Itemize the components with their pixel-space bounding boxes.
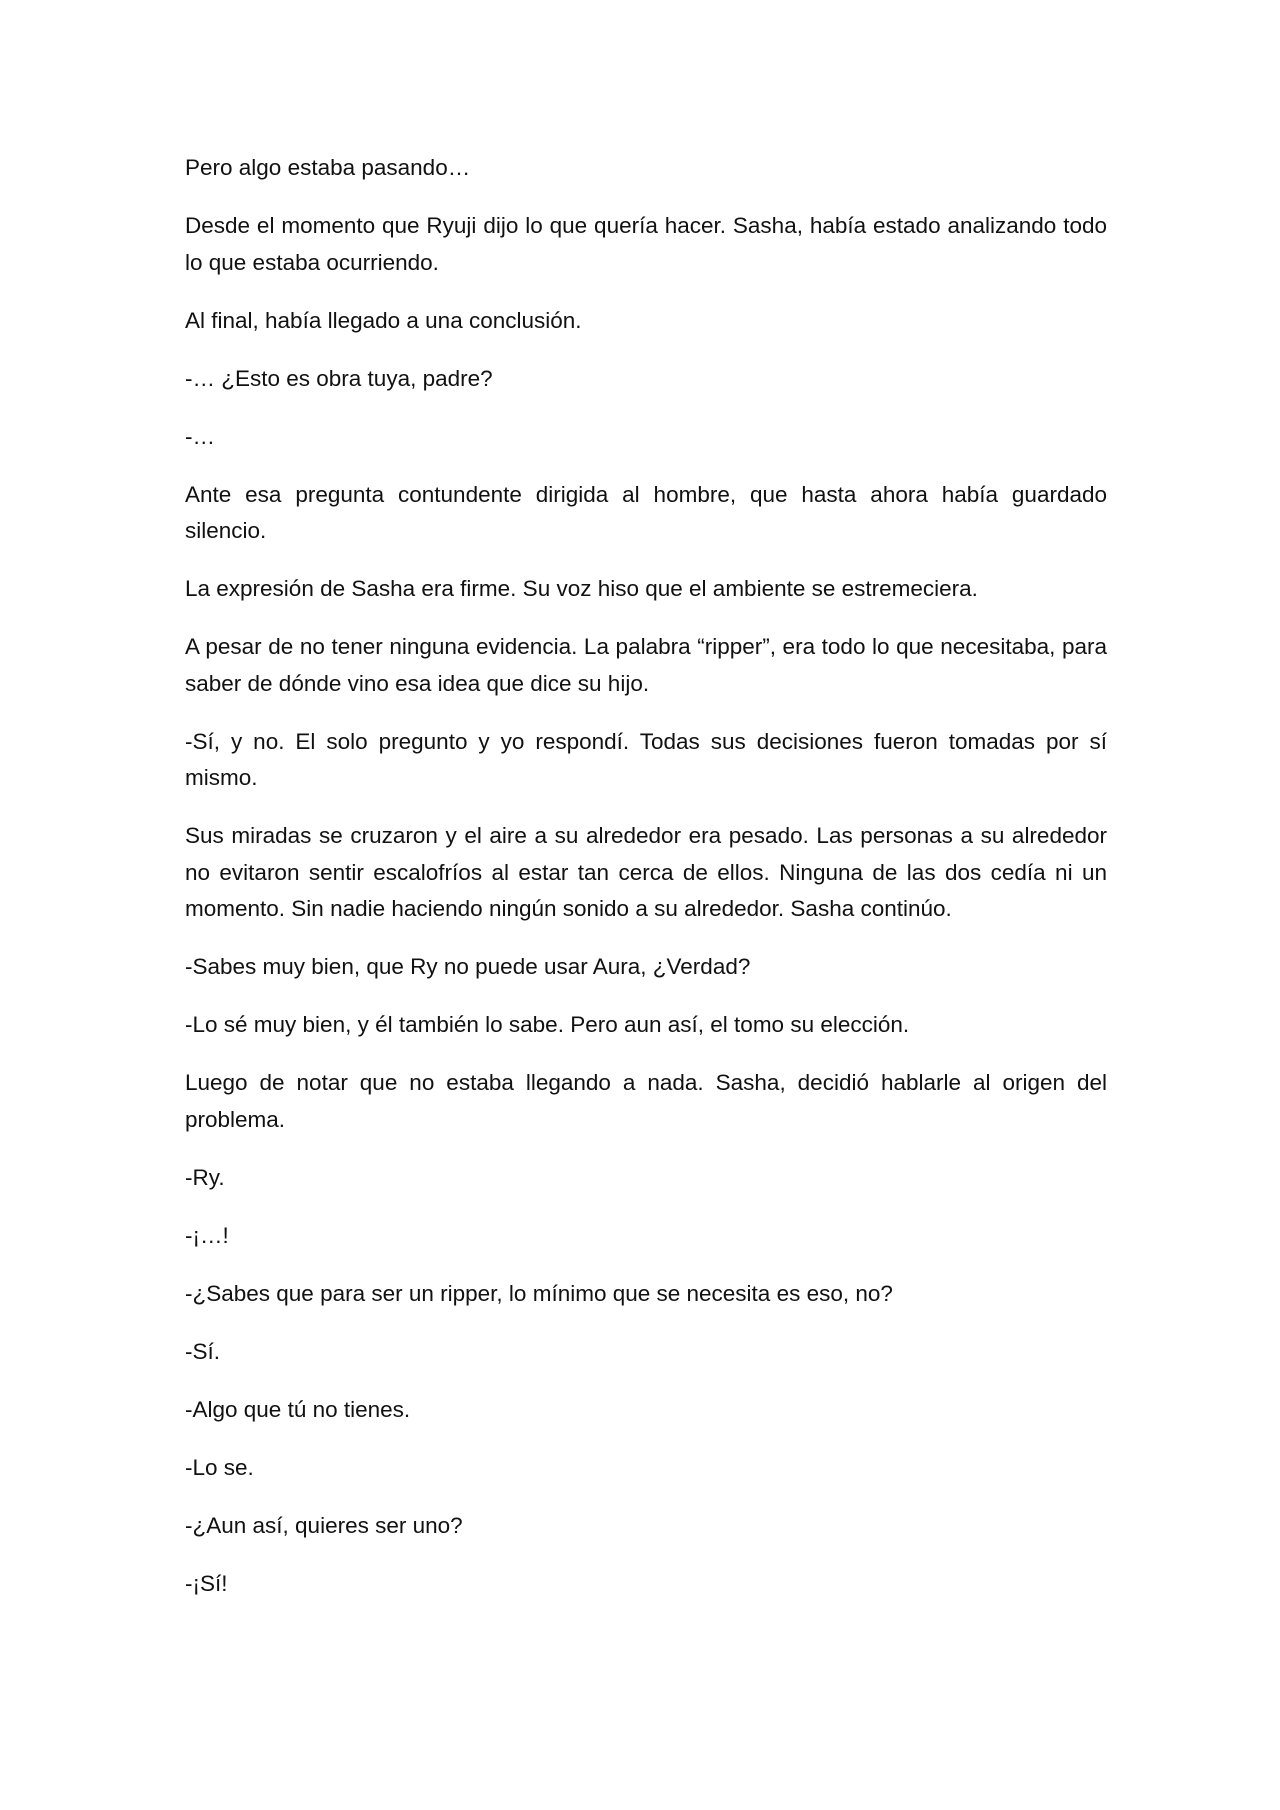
dialogue-line: -Sí, y no. El solo pregunto y yo respondí. Todas sus decisiones fueron tomadas por sí mismo. [185,728,1107,790]
dialogue-line: -… ¿Esto es obra tuya, padre? [185,365,493,391]
dialogue-line: -Ry. [185,1164,225,1190]
dialogue-line: -Sí. [185,1338,221,1364]
dialogue-line: -… [185,423,215,449]
document-body [185,150,1107,1624]
paragraph: A pesar de no tener ninguna evidencia. La palabra “ripper”, era todo lo que necesitaba, para saber de dónde vino esa idea que dice su hijo. [185,634,1107,696]
paragraph: Al final, había llegado a una conclusión. [185,307,582,333]
dialogue-line: -Lo sé muy bien, y él también lo sabe. Pero aun así, el tomo su elección. [185,1012,910,1037]
dialogue-line: -Sabes muy bien, que Ry no puede usar Aura, ¿Verdad? [185,954,751,979]
paragraph: Luego de notar que no estaba llegando a nada. Sasha, decidió hablarle al origen del problema. [185,1070,1107,1132]
dialogue-line: -¿Sabes que para ser un ripper, lo mínimo que se necesita es eso, no? [185,1280,893,1306]
dialogue-line: -Algo que tú no tienes. [185,1396,411,1422]
paragraph: Pero algo estaba pasando… [185,155,471,180]
dialogue-line: -¡Sí! [185,1570,228,1596]
paragraph: Desde el momento que Ryuji dijo lo que quería hacer. Sasha, había estado analizando todo lo que estaba ocurriendo. [185,213,1107,275]
dialogue-line: -¡…! [185,1222,229,1248]
dialogue-line: -Lo se. [185,1454,254,1480]
paragraph: La expresión de Sasha era firme. Su voz hiso que el ambiente se estremeciera. [185,576,978,601]
paragraph: Sus miradas se cruzaron y el aire a su alrededor era pesado. Las personas a su alrededor no evitaron sentir escalofríos al estar tan cerca de ellos. Ninguna de las dos cedía ni un momento. Sin nadie haciendo ningún sonido a su alrededor. Sasha continúo. [185,823,1107,921]
dialogue-line: -¿Aun así, quieres ser uno? [185,1512,463,1538]
paragraph: Ante esa pregunta contundente dirigida al hombre, que hasta ahora había guardado silencio. [185,481,1107,543]
